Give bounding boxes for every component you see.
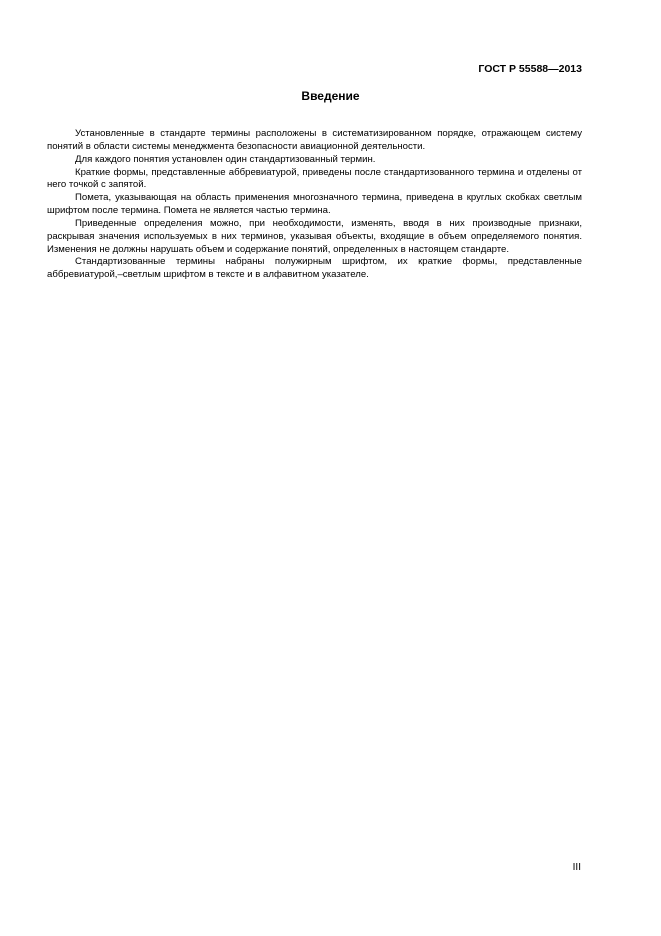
paragraph: Установленные в стандарте термины расположены в систематизированном порядке, отражающем систему понятий в области системы менеджмента безопасности авиационной деятельности.: [47, 128, 582, 152]
page-number: III: [572, 862, 581, 873]
paragraph: Приведенные определения можно, при необходимости, изменять, вводя в них производные признаки, раскрывая значения используемых в них терминов, указывая объекты, входящие в объем определяемого понятия. Изменения не должны нарушать объем и содержание понятий, определенных в настоящем стандарте.: [47, 217, 582, 255]
paragraph: Стандартизованные термины набраны полужирным шрифтом, их краткие формы, представленные аббревиатурой,–светлым шрифтом в тексте и в алфавитном указателе.: [47, 256, 582, 281]
paragraph: Краткие формы, представленные аббревиатурой, приведены после стандартизованного термина и отделены от него точкой с запятой.: [47, 166, 582, 191]
section-title: Введение: [301, 89, 360, 103]
document-code: ГОСТ Р 55588—2013: [478, 63, 582, 75]
paragraph: Помета, указывающая на область применения многозначного термина, приведена в круглых скобках светлым шрифтом после термина. Помета не является частью термина.: [47, 192, 582, 217]
paragraph: Для каждого понятия установлен один стандартизованный термин.: [75, 153, 376, 165]
body-text: [47, 128, 582, 282]
